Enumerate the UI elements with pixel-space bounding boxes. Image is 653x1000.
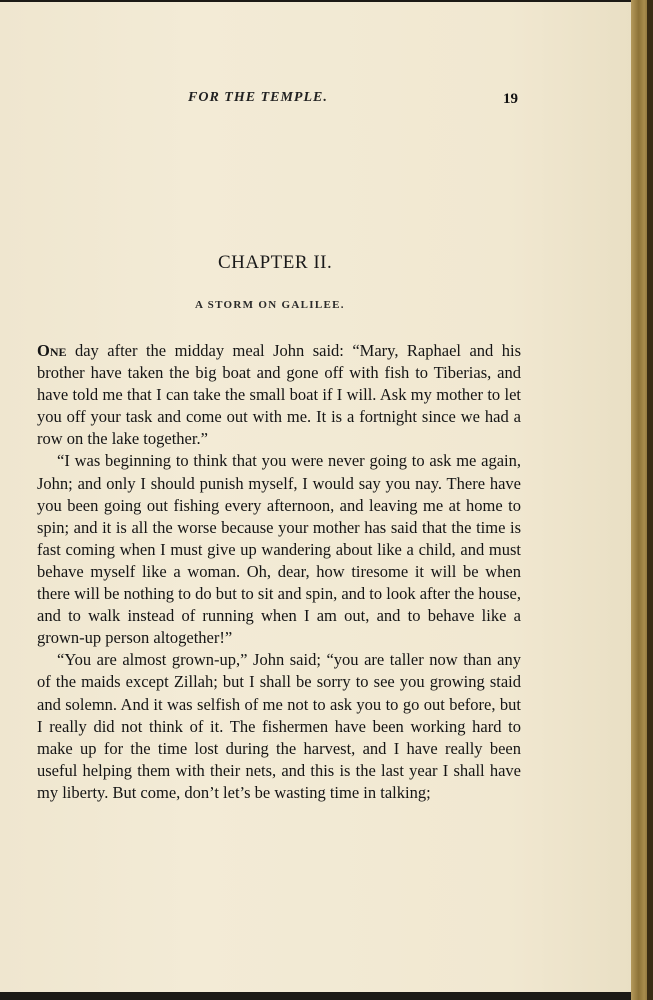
chapter-title: CHAPTER II. bbox=[218, 252, 333, 273]
paragraph-2: “I was beginning to think that you were never going to ask me again, John; and only I should punish myself, I would say you nay. There have you been going out fishing every afternoon, and leaving me at home to spin; and it is all the worse because your mother has said that the time is fast coming when I must give up wandering about like a child, and must behave myself like a woman. Oh, dear, how tiresome it will be when there will be nothing to do but to sit and spin, and to look after the house, and to walk instead of running when I am out, and to behave like a grown-up person altogether!” bbox=[37, 451, 521, 648]
body-text bbox=[37, 340, 521, 804]
paragraph-1 bbox=[37, 340, 521, 450]
paragraph-3: “You are almost grown-up,” John said; “you are taller now than any of the maids except Zillah; but I shall be sorry to see you growing staid and solemn. And it was selfish of me not to ask you to go out before, but I really did not think of it. The fishermen have been working hard to make up for the time lost during the harvest, and I have really been useful helping them with their nets, and this is the last year I shall have my liberty. But come, don’t let’s be wasting time in talking; bbox=[37, 650, 521, 802]
page-number: 19 bbox=[503, 91, 518, 107]
book-page bbox=[0, 2, 633, 992]
running-head: FOR THE TEMPLE. bbox=[188, 90, 328, 105]
book-spine-edge bbox=[631, 0, 653, 1000]
paragraph-1-text: day after the midday meal John said: “Mary, Raphael and his brother have taken the big boat and gone off with fish to Tiberias, and have told me that I can take the small boat if I will. Ask my mother to let you off your task and come out with me. It is a fortnight since we had a row on the lake together.” bbox=[37, 341, 521, 449]
paragraph-lead-word: One bbox=[37, 341, 67, 360]
chapter-subtitle: A STORM ON GALILEE. bbox=[195, 299, 345, 311]
